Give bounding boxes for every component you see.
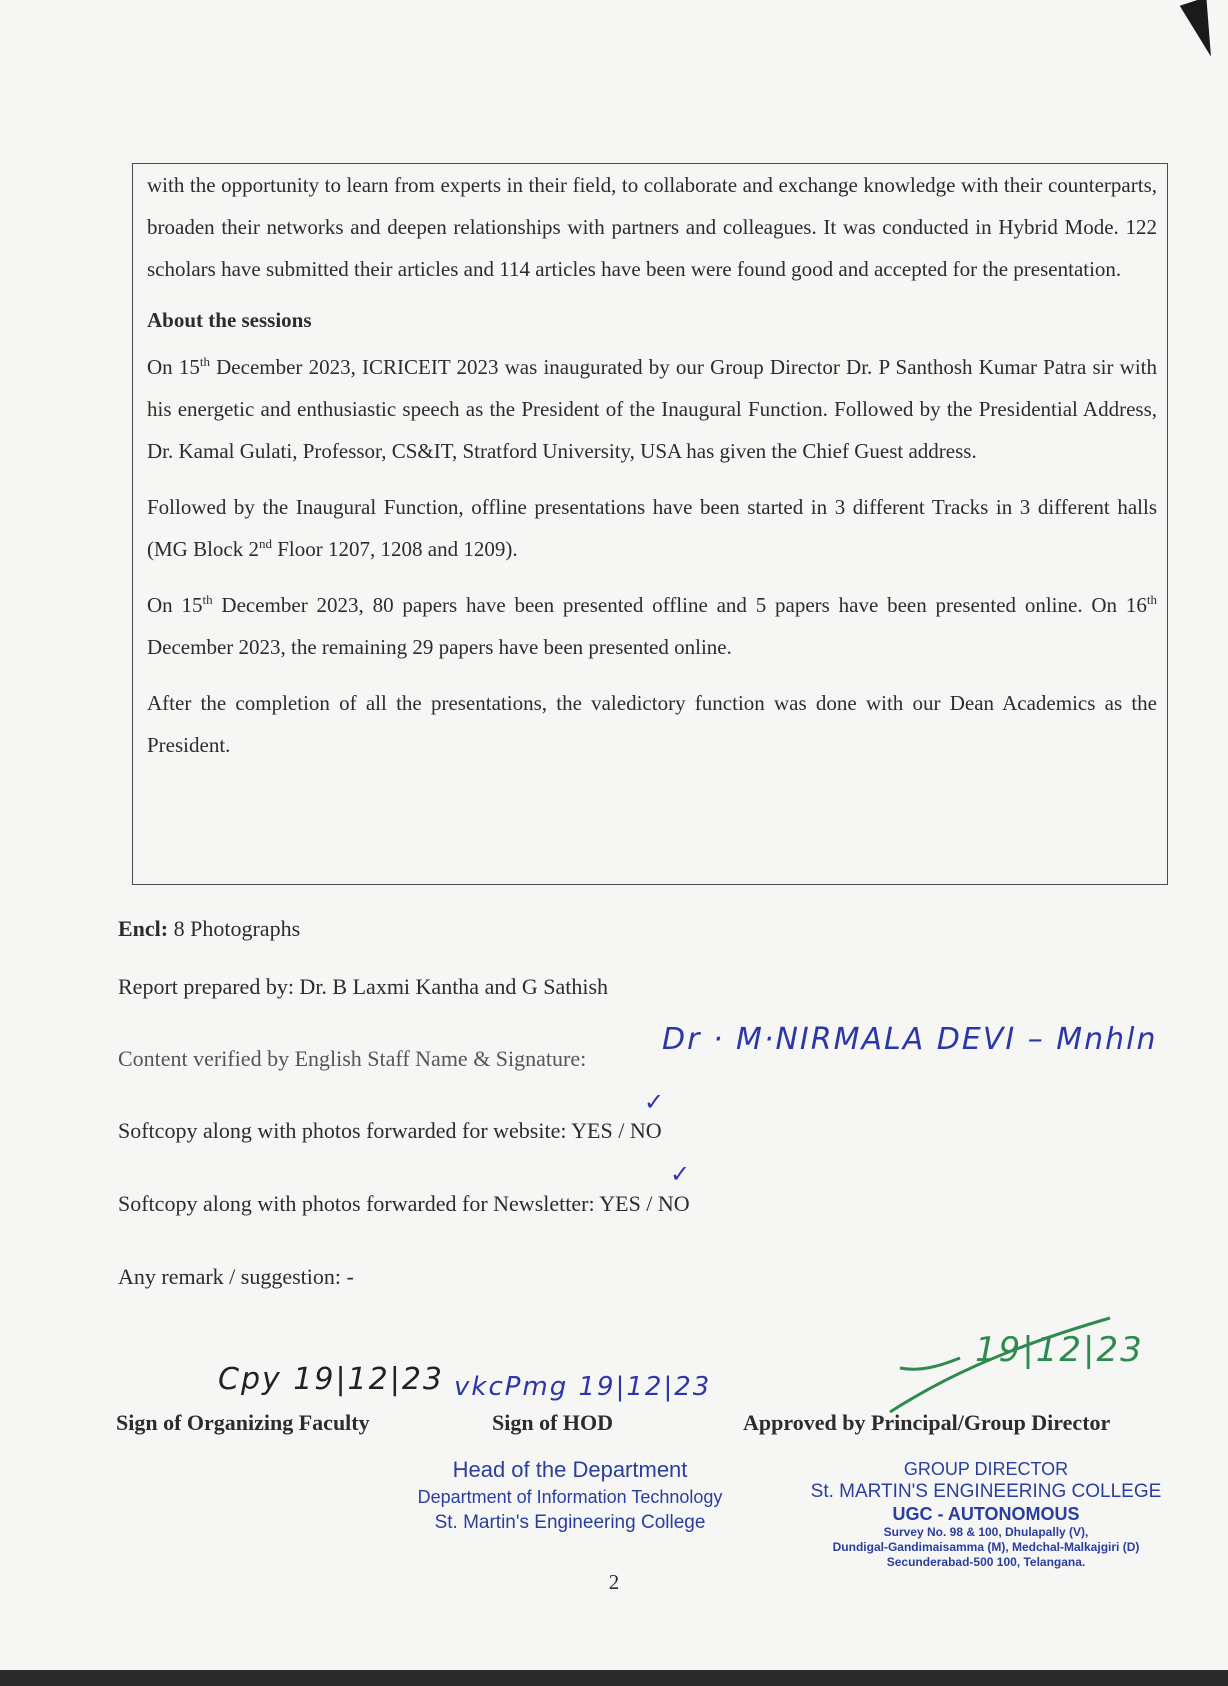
faculty-signature: Cpy 19|12|23 [218, 1362, 445, 1397]
director-stamp [800, 1458, 1172, 1570]
scan-bottom-edge [0, 1670, 1228, 1686]
principal-signature: 19|12|23 [975, 1330, 1144, 1370]
sessions-heading: About the sessions [147, 308, 312, 332]
prepared-by-line: Report prepared by: Dr. B Laxmi Kantha and G Sathish [118, 974, 609, 999]
report-content-box [132, 163, 1168, 885]
hod-stamp-line-2: Department of Information Technology [417, 1487, 723, 1507]
encl-label: Encl: [118, 916, 169, 941]
sessions-paragraph-1: On 15th December 2023, ICRICEIT 2023 was inaugurated by our Group Director Dr. P Santhosh Kumar Patra sir with his energetic and enthusiastic speech as the President of the Inaugural Function. Followed by the Presidential Address, Dr. Kamal Gulati, Professor, CS&IT, Stratford University, USA has given the Chief Guest address. [147, 354, 1157, 463]
verified-by-line: Content verified by English Staff Name & Signature: [118, 1046, 587, 1071]
page-number: 2 [608, 1570, 620, 1594]
director-stamp-line-6: Secunderabad-500 100, Telangana. [886, 1555, 1086, 1569]
director-stamp-line-3: UGC - AUTONOMOUS [892, 1504, 1080, 1524]
director-stamp-line-4: Survey No. 98 & 100, Dhulapally (V), [883, 1525, 1089, 1539]
enclosure-line [118, 916, 300, 942]
director-stamp-line-5: Dundigal-Gandimaisamma (M), Medchal-Malkajgiri (D) [832, 1540, 1140, 1554]
hod-stamp-line-1: Head of the Department [452, 1457, 688, 1482]
faculty-sign-label: Sign of Organizing Faculty [116, 1410, 370, 1435]
hod-sign-label: Sign of HOD [492, 1410, 614, 1435]
website-line: Softcopy along with photos forwarded for website: YES / NO [118, 1118, 662, 1143]
encl-value: 8 Photographs [168, 916, 301, 941]
newsletter-line: Softcopy along with photos forwarded for Newsletter: YES / NO [118, 1191, 690, 1216]
website-check-icon: ✓ [644, 1088, 665, 1116]
sessions-paragraph-3: On 15th December 2023, 80 papers have been presented offline and 5 papers have been presented online. On 16th December 2023, the remaining 29 papers have been presented online. [147, 592, 1157, 659]
hod-signature: vkcPmg 19|12|23 [454, 1372, 712, 1402]
sessions-paragraph-4: After the completion of all the presentations, the valedictory function was done with our Dean Academics as the President. [147, 691, 1157, 757]
director-stamp-line-2: St. MARTIN'S ENGINEERING COLLEGE [810, 1481, 1162, 1502]
hod-stamp-line-3: St. Martin's Engineering College [434, 1512, 706, 1533]
director-stamp-line-1: GROUP DIRECTOR [903, 1459, 1069, 1479]
newsletter-check-icon: ✓ [670, 1160, 691, 1188]
principal-sign-label: Approved by Principal/Group Director [743, 1410, 1111, 1435]
intro-paragraph: with the opportunity to learn from experts in their field, to collaborate and exchange knowledge with their counterparts, broaden their networks and deepen relationships with partners and colleagues. It was conducted in Hybrid Mode. 122 scholars have submitted their articles and 114 articles have been were found good and accepted for the presentation. [147, 173, 1157, 281]
english-staff-signature: Dr · M·NIRMALA DEVI – Mnhln [662, 1022, 1158, 1057]
corner-mark [1180, 0, 1225, 61]
remark-line: Any remark / suggestion: - [118, 1264, 354, 1289]
sessions-paragraph-2: Followed by the Inaugural Function, offline presentations have been started in 3 different Tracks in 3 different halls (MG Block 2nd Floor 1207, 1208 and 1209). [147, 495, 1157, 561]
hod-stamp [396, 1456, 744, 1536]
